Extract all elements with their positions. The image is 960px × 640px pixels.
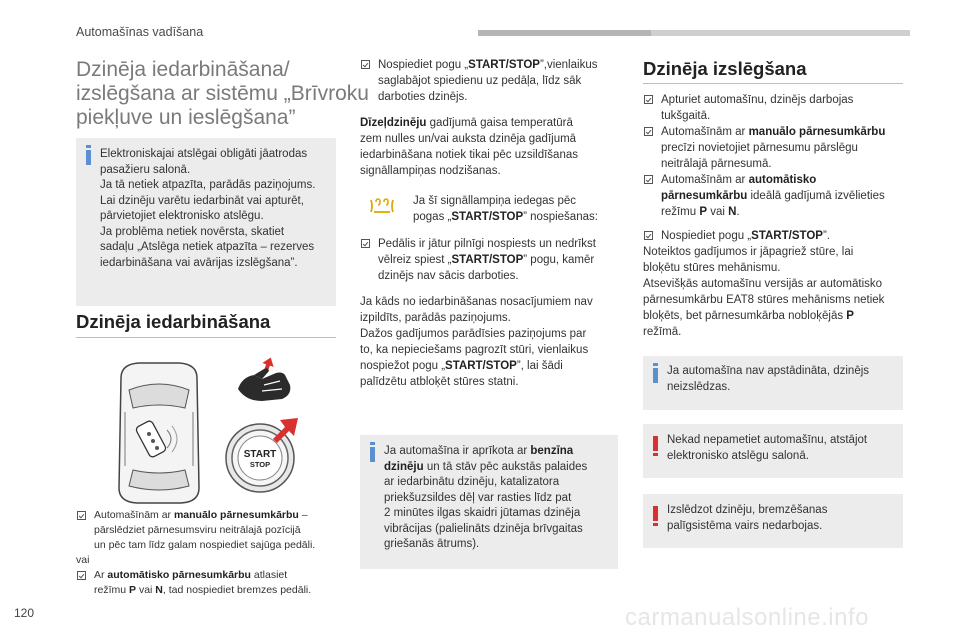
checkbox-bullet-icon xyxy=(644,231,653,240)
checkbox-bullet-icon xyxy=(644,95,653,104)
checkbox-bullet-icon xyxy=(361,60,370,69)
watermark: carmanualsonline.info xyxy=(625,604,869,631)
hand-press-illustration xyxy=(232,355,296,405)
list-item: Pedālis ir jātur pilnīgi nospiests un nedrīkst vēlreiz spiest „START/STOP” pogu, kamēr dzinējs nav sācis darboties. xyxy=(360,236,625,284)
car-key-illustration xyxy=(109,360,209,506)
section-divider xyxy=(643,83,903,84)
page-title xyxy=(76,58,369,130)
header-bar xyxy=(478,30,910,36)
section-title-stop: Dzinēja izslēgšana xyxy=(643,58,807,79)
title-line: Dzinēja iedarbināšana/ xyxy=(76,58,290,81)
info-note-not-stopped xyxy=(643,356,903,410)
stop-label: STOP xyxy=(249,460,271,469)
info-icon xyxy=(653,368,658,383)
note-line: iedarbināšana vai avārijas izslēgšana”. xyxy=(100,256,298,269)
info-note-text: Ja automašīna ir aprīkota ar benzīna dzinēju un tā stāv pēc aukstās palaides ar iedarbinātu dzinēju, katalizatora priekšuzsildes dēļ var rasties līdz pat 2 minūtes ilgas skaidri jūtamas dzinēja vibrācijas (palielināts dzinēja brīvgaitas griešanās ātrums). xyxy=(384,445,588,550)
list-item: Automašīnām ar manuālo pārnesumkārbu – pārslēdziet pārnesumsviru neitrālajā pozīcijā un pēc tam līdz galam nospiediet sajūga pedāli. xyxy=(76,508,346,553)
info-icon xyxy=(370,447,375,462)
start-label: START xyxy=(243,449,277,460)
note-line: pārvietojiet elektronisko atslēgu. xyxy=(100,210,264,222)
list-item: Nospiediet pogu „START/STOP”. xyxy=(643,228,908,244)
section-title-start: Dzinēja iedarbināšana xyxy=(76,311,271,332)
checkbox-bullet-icon xyxy=(77,571,86,580)
col3-text: Apturiet automašīnu, dzinējs darbojas tukšgaitā. Automašīnām ar manuālo pārnesumkārbu precīzi novietojiet pārnesumu pārslēgu neitrālajā pārnesumā. Automašīnām ar automātisko pārnesumkārbu ideālā gadījumā izvēlieties režīmu P vai N. Nospiediet pogu „START/STOP”. Noteiktos gadījumos ir jāpagriež stūre, lai bloķētu stūres mehānismu. Atsevišķās automašīnu versijās ar automātisko pārnesumkārbu EAT8 stūres mehānisms netiek bloķēts, bet pārnesumkārba nobloķējās P režīmā. xyxy=(643,92,908,340)
note-line: pasažieru salonā. xyxy=(100,163,191,176)
warning-icon xyxy=(653,506,658,521)
info-note-petrol xyxy=(360,435,618,569)
checkbox-bullet-icon xyxy=(644,127,653,136)
warning-icon xyxy=(653,436,658,451)
glow-plug-text: Ja šī signāllampiņa iedegas pēc pogas „START/STOP” nospiešanas: xyxy=(413,195,598,223)
checkbox-bullet-icon xyxy=(644,175,653,184)
warning-note-key xyxy=(643,424,903,478)
list-item: Nospiediet pogu „START/STOP”,vienlaikus saglabājot spiedienu uz pedāļa, līdz sāk darboties dzinējs. xyxy=(360,57,625,105)
checkbox-bullet-icon xyxy=(361,239,370,248)
info-note-key xyxy=(76,138,336,306)
list-item: Automašīnām ar automātisko pārnesumkārbu ideālā gadījumā izvēlieties režīmu P vai N. xyxy=(643,172,908,220)
note-line: Lai dzinēju varētu iedarbināt vai apturēt, xyxy=(100,194,304,207)
section-divider xyxy=(76,337,336,338)
list-item: Automašīnām ar manuālo pārnesumkārbu precīzi novietojiet pārnesumu pārslēgu neitrālajā pārnesumā. xyxy=(643,124,908,172)
checkbox-bullet-icon xyxy=(77,511,86,520)
glow-plug-warning-icon xyxy=(368,196,396,216)
or-text: vai xyxy=(76,554,90,566)
note-line: Ja problēma netiek novērsta, skatiet xyxy=(100,225,285,238)
note-line: Ja tā netiek atpazīta, parādās paziņojums. xyxy=(100,179,316,191)
start-instructions xyxy=(76,508,346,598)
header-bar-fill xyxy=(478,30,651,36)
info-icon xyxy=(86,150,91,165)
note-line: sadaļu „Atslēga netiek atpazīta – rezerves xyxy=(100,241,315,253)
list-item: Ar automātisko pārnesumkārbu atlasiet režīmu P vai N, tad nospiediet bremzes pedāli. xyxy=(76,568,346,598)
list-item: Apturiet automašīnu, dzinējs darbojas tukšgaitā. xyxy=(643,92,908,124)
start-stop-label xyxy=(236,450,284,470)
col2-text-b: Pedālis ir jātur pilnīgi nospiests un nedrīkst vēlreiz spiest „START/STOP” pogu, kamēr dzinējs nav sācis darboties. Ja kāds no iedarbināšanas nosacījumiem nav izpildīts, parādās paziņojums. Dažos gadījumos parādīsies paziņojums par to, ka nepieciešams pagrozīt stūri, vienlaikus nospiežot pogu „START/STOP”, lai šādi palīdzētu atbloķēt stūres statni. xyxy=(360,236,625,390)
title-line: piekļuve un ieslēgšana” xyxy=(76,106,296,129)
info-note-text xyxy=(100,147,328,271)
col2-text-a: Nospiediet pogu „START/STOP”,vienlaikus saglabājot spiedienu uz pedāļa, līdz sāk darboties dzinējs. Dīzeļdzinēju gadījumā gaisa temperatūrā zem nulles un/vai auksta dzinēja gadījumā iedarbināšana notiek tikai pēc uzsildīšanas signāllampiņas nodzišanas. xyxy=(360,57,625,179)
warning-note-text: Nekad nepametiet automašīnu, atstājot elektronisko atslēgu salonā. xyxy=(667,434,868,462)
title-line: izslēgšana ar sistēmu „Brīvroku xyxy=(76,82,369,105)
header-title: Automašīnas vadīšana xyxy=(76,25,204,39)
warning-note-text: Izslēdzot dzinēju, bremzēšanas palīgsistēma vairs nedarbojas. xyxy=(667,504,828,532)
warning-note-brake xyxy=(643,494,903,548)
info-note-text: Ja automašīna nav apstādināta, dzinējs neizslēdzas. xyxy=(667,365,870,393)
note-line: Elektroniskajai atslēgai obligāti jāatrodas xyxy=(100,148,308,160)
page-number: 120 xyxy=(14,606,35,620)
